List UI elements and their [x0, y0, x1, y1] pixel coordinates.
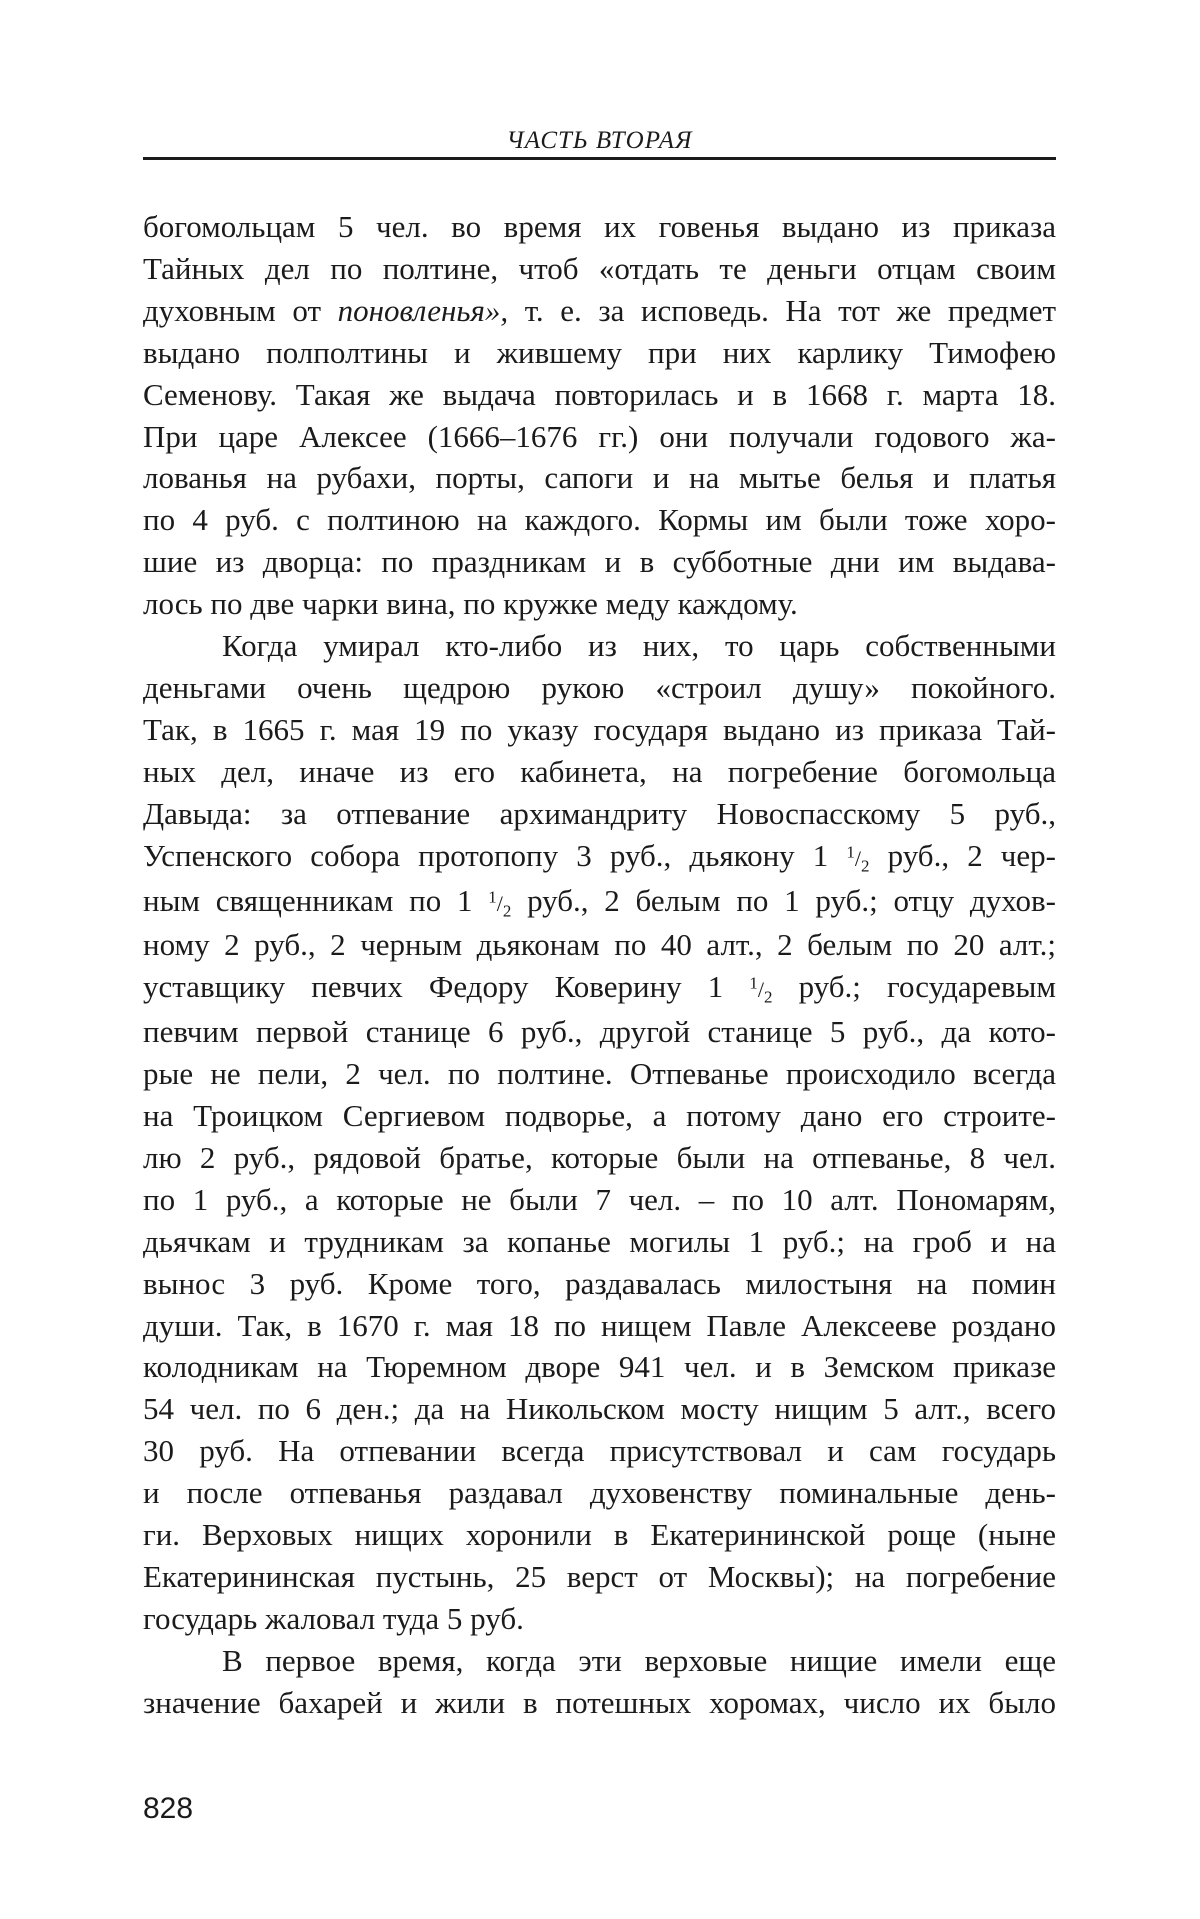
text-span: Успенского собора протопопу 3 руб., дьякону 1 [143, 838, 846, 873]
text-line: государь жаловал туда 5 руб. [143, 1598, 1056, 1640]
text-span: т. е. за исповедь. На тот же предмет [508, 293, 1056, 328]
text-span: духовным от [143, 293, 338, 328]
text-line: лось по две чарки вина, по кружке меду каждому. [143, 583, 1056, 625]
text-line: дьячкам и трудникам за копанье могилы 1 руб.; на гроб и на [143, 1221, 1056, 1263]
text-line [143, 290, 1056, 332]
paragraph-1 [143, 206, 1056, 625]
text-line: 54 чел. по 6 ден.; да на Никольском мосту нищим 5 алт., всего [143, 1388, 1056, 1430]
text-line: В первое время, когда эти верховые нищие имели еще [143, 1640, 1056, 1682]
text-line: деньгами очень щедрою рукою «строил душу» покойного. [143, 667, 1056, 709]
fraction-denominator: 2 [503, 901, 512, 920]
text-line: по 1 руб., а которые не были 7 чел. – по 10 алт. Пономарям, [143, 1179, 1056, 1221]
text-line: Семенову. Такая же выдача повторилась и в 1668 г. марта 18. [143, 374, 1056, 416]
text-line: ги. Верховых нищих хоронили в Екатерининской роще (ныне [143, 1514, 1056, 1556]
fraction: 1/2 [846, 846, 869, 871]
text-line: При царе Алексее (1666–1676 гг.) они получали годового жа- [143, 416, 1056, 458]
text-line: значение бахарей и жили в потешных хоромах, число их было [143, 1682, 1056, 1724]
body-text [143, 206, 1056, 1724]
text-line-fraction [143, 880, 1056, 925]
fraction: 1/2 [488, 891, 511, 916]
paragraph-3 [143, 1640, 1056, 1724]
text-line-fraction [143, 966, 1056, 1011]
text-line: на Троицком Сергиевом подворье, а потому дано его строите- [143, 1095, 1056, 1137]
text-line: вынос 3 руб. Кроме того, раздавалась милостыня на помин [143, 1263, 1056, 1305]
text-span: ным священникам по 1 [143, 883, 488, 918]
text-line: Так, в 1665 г. мая 19 по указу государя выдано из приказа Тай- [143, 709, 1056, 751]
fraction-numerator: 1 [846, 842, 855, 861]
text-line: лованья на рубахи, порты, сапоги и на мытье белья и платья [143, 457, 1056, 499]
text-line: лю 2 руб., рядовой братье, которые были на отпеванье, 8 чел. [143, 1137, 1056, 1179]
text-line: певчим первой станице 6 руб., другой станице 5 руб., да кото- [143, 1011, 1056, 1053]
text-span: уставщику певчих Федору Коверину 1 [143, 969, 749, 1004]
text-span: руб., 2 чер- [870, 838, 1056, 873]
text-line: выдано полполтины и жившему при них карлику Тимофею [143, 332, 1056, 374]
text-line: Когда умирал кто-либо из них, то царь собственными [143, 625, 1056, 667]
fraction-numerator: 1 [749, 974, 758, 993]
fraction-denominator: 2 [764, 988, 773, 1007]
text-line: ных дел, иначе из его кабинета, на погребение богомольца [143, 751, 1056, 793]
page-number: 828 [143, 1792, 193, 1826]
text-line: Екатерининская пустынь, 25 верст от Москвы); на погребение [143, 1556, 1056, 1598]
text-line: колодникам на Тюремном дворе 941 чел. и в Земском приказе [143, 1346, 1056, 1388]
fraction: 1/2 [749, 977, 772, 1002]
fraction-denominator: 2 [861, 856, 870, 875]
text-line: и после отпеванья раздавал духовенству поминальные день- [143, 1472, 1056, 1514]
text-line: 30 руб. На отпевании всегда присутствовал и сам государь [143, 1430, 1056, 1472]
text-line: ному 2 руб., 2 черным дьяконам по 40 алт., 2 белым по 20 алт.; [143, 924, 1056, 966]
text-line: шие из дворца: по праздникам и в субботные дни им выдава- [143, 541, 1056, 583]
text-span: руб.; государевым [773, 969, 1057, 1004]
book-page [0, 0, 1200, 1919]
text-line: богомольцам 5 чел. во время их говенья выдано из приказа [143, 206, 1056, 248]
paragraph-2 [143, 625, 1056, 1640]
text-line: души. Так, в 1670 г. мая 18 по нищем Павле Алексееве роздано [143, 1305, 1056, 1347]
text-line: Давыда: за отпевание архимандриту Новоспасскому 5 руб., [143, 793, 1056, 835]
text-span: руб., 2 белым по 1 руб.; отцу духов- [511, 883, 1056, 918]
fraction-numerator: 1 [488, 887, 497, 906]
italic-term: поновленья», [338, 293, 509, 328]
text-line: Тайных дел по полтине, чтоб «отдать те деньги отцам своим [143, 248, 1056, 290]
running-header: ЧАСТЬ ВТОРАЯ [143, 126, 1056, 156]
text-line-fraction [143, 835, 1056, 880]
text-line: рые не пели, 2 чел. по полтине. Отпеванье происходило всегда [143, 1053, 1056, 1095]
header-rule [143, 157, 1056, 160]
text-line: по 4 руб. с полтиною на каждого. Кормы им были тоже хоро- [143, 499, 1056, 541]
